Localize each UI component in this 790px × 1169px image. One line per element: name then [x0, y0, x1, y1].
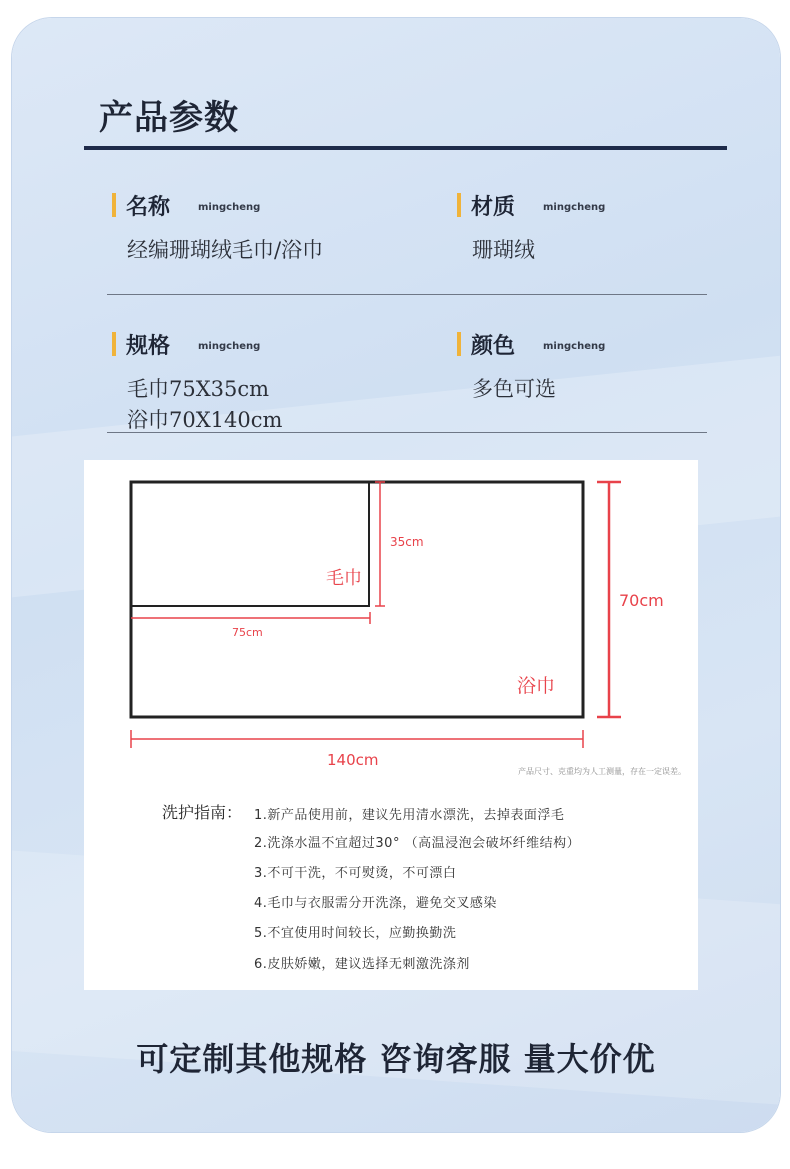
param-value: 多色可选 — [472, 377, 556, 401]
size-diagram — [84, 460, 698, 990]
care-item: 6.皮肤娇嫩，建议选择无刺激洗涤剂 — [254, 957, 470, 972]
accent-bar — [112, 193, 116, 217]
param-label: 材质 — [471, 194, 516, 220]
row-divider — [107, 432, 707, 433]
param-material — [457, 191, 605, 266]
param-pinyin: mingcheng — [543, 201, 606, 213]
param-pinyin: mingcheng — [543, 340, 606, 352]
dim-140-label: 140cm — [327, 751, 379, 769]
accent-bar — [457, 193, 461, 217]
param-name — [112, 191, 323, 266]
param-label: 颜色 — [471, 333, 516, 359]
measurement-note: 产品尺寸、克重均为人工测量，存在一定误差。 — [518, 767, 686, 776]
param-pinyin: mingcheng — [198, 340, 261, 352]
param-value: 经编珊瑚绒毛巾/浴巾 — [127, 238, 324, 262]
accent-bar — [112, 332, 116, 356]
towel-label: 毛巾 — [326, 568, 362, 589]
param-label: 名称 — [126, 194, 171, 220]
spec-bath-towel: 浴巾70X140cm — [127, 408, 283, 432]
row-divider — [107, 294, 707, 295]
bath-towel-outline — [131, 482, 583, 717]
param-pinyin: mingcheng — [198, 201, 261, 213]
param-label: 规格 — [126, 333, 171, 359]
care-item: 3.不可干洗，不可熨烫，不可漂白 — [254, 866, 457, 881]
param-spec — [112, 330, 282, 436]
care-title: 洗护指南： — [162, 803, 243, 822]
care-item: 4.毛巾与衣服需分开洗涤，避免交叉感染 — [254, 896, 497, 911]
title-divider — [84, 146, 727, 150]
care-item: 2.洗涤水温不宜超过30° （高温浸泡会破坏纤维结构） — [254, 836, 581, 851]
product-card — [12, 18, 780, 1132]
spec-towel: 毛巾75X35cm — [127, 377, 270, 401]
footer-slogan: 可定制其他规格 咨询客服 量大价优 — [136, 1040, 656, 1078]
dim-70-label: 70cm — [619, 591, 664, 610]
section-title: 产品参数 — [99, 98, 239, 138]
care-item: 5.不宜使用时间较长，应勤换勤洗 — [254, 926, 457, 941]
bath-towel-label: 浴巾 — [517, 675, 556, 697]
dim-75-label: 75cm — [232, 626, 263, 639]
param-value: 珊瑚绒 — [472, 238, 535, 262]
dim-35-label: 35cm — [390, 535, 424, 549]
accent-bar — [457, 332, 461, 356]
param-color — [457, 330, 605, 405]
care-item: 1.新产品使用前，建议先用清水漂洗，去掉表面浮毛 — [254, 808, 565, 823]
param-value — [112, 374, 282, 436]
